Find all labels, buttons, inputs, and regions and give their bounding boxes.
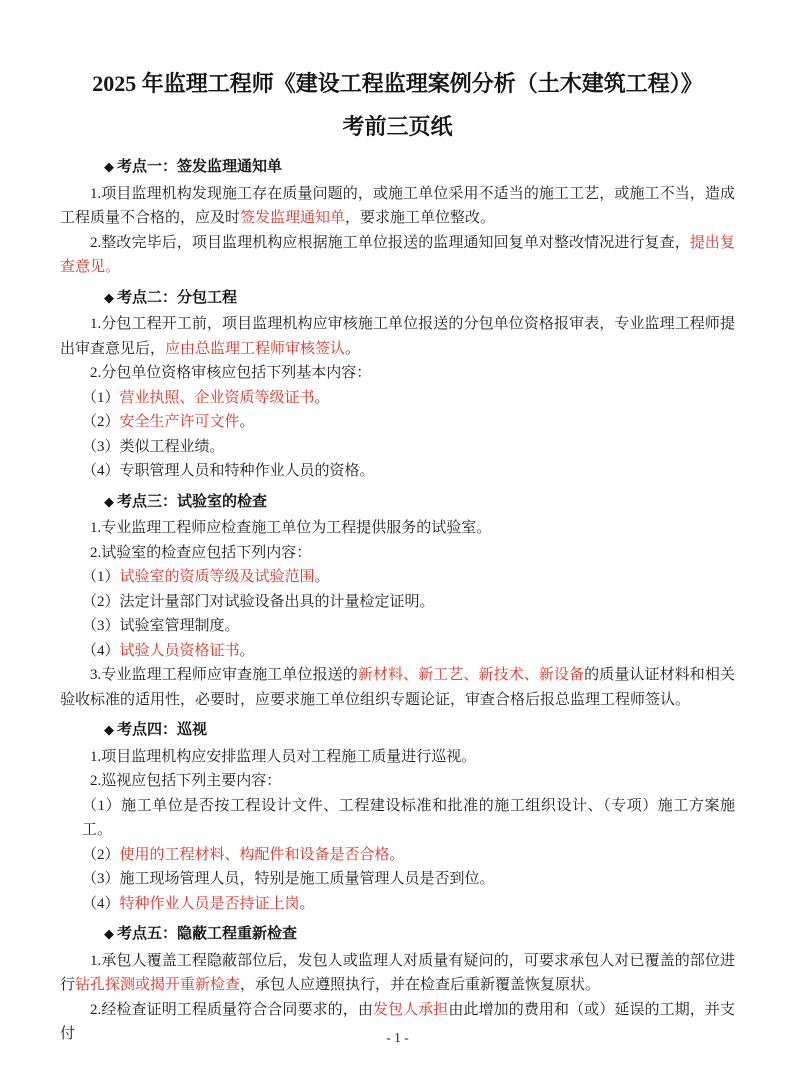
body-text: 1.分包工程开工前，项目监理机构应审核施工单位报送的分包单位资格报审表，专业监理工程师提出审查意见后，: [60, 316, 735, 357]
highlight-red-text: 应由总监理工程师审核签认: [165, 340, 346, 357]
highlight-red-text: 钻孔探测或揭开重新检查: [75, 977, 241, 993]
title-line-2: 考前三页纸: [342, 114, 453, 139]
list-item: [60, 843, 735, 868]
body-text: 2.分包单位资格审核应包括下列基本内容：: [90, 365, 372, 381]
body-text: 2.巡视应包括下列主要内容：: [90, 773, 282, 789]
paragraph: [60, 541, 735, 566]
list-item: [60, 892, 735, 917]
list-item: [60, 639, 735, 664]
body-text: （4）: [82, 642, 120, 659]
body-text: 。: [239, 414, 255, 430]
body-text: 。: [314, 569, 330, 585]
section-heading-label: 考点二：分包工程: [117, 287, 238, 306]
page-footer: [0, 1030, 795, 1046]
highlight-red-text: 营业执照、企业资质等级证书: [119, 389, 315, 406]
diamond-bullet-icon: ◆: [104, 160, 114, 175]
section-heading-label: 考点四：巡视: [117, 720, 208, 738]
section-heading: [60, 921, 735, 948]
section-heading-label: 考点三：试验室的检查: [117, 491, 268, 510]
list-item: [60, 614, 735, 639]
diamond-bullet-icon: ◆: [104, 494, 114, 510]
paragraph: [60, 182, 735, 231]
highlight-red-text: 提出复查意见。: [60, 234, 735, 275]
document-title: [60, 62, 735, 148]
section-heading-label: 考点五：隐蔽工程重新检查: [117, 924, 298, 942]
paragraph: [60, 663, 735, 712]
section-heading: [60, 154, 735, 181]
title-line-1: 2025 年监理工程师《建设工程监理案例分析（土木建筑工程）》: [92, 71, 703, 96]
page-number: - 1 -: [386, 1030, 409, 1045]
section-heading: [60, 717, 735, 744]
list-item: [60, 435, 735, 460]
body-text: 的质量认证材料和相关验收标准的适用性，必要时，应要求施工单位组织专题论证，审查合格后报总监理工程师签认。: [60, 667, 735, 708]
body-text: 3.专业监理工程师应审查施工单位报送的: [90, 667, 358, 683]
paragraph: [60, 745, 735, 770]
body-text: （2）法定计量部门对试验设备出具的计量检定证明。: [82, 593, 435, 610]
body-text: 。: [345, 340, 361, 357]
body-text: 。: [239, 642, 255, 659]
list-item: [60, 459, 735, 484]
diamond-bullet-icon: ◆: [104, 290, 114, 306]
highlight-red-text: 特种作业人员是否持证上岗: [119, 895, 300, 912]
body-text: （1）: [82, 569, 120, 585]
highlight-red-text: 试验室的资质等级及试验范围: [119, 569, 315, 585]
diamond-bullet-icon: ◆: [104, 927, 114, 942]
body-text: （3）类似工程业绩。: [82, 438, 225, 455]
body-text: 1.项目监理机构发现施工存在质量问题的，或施工单位采用不适当的施工工艺，或施工不当，造成工程质量不合格的，应及时: [60, 185, 735, 226]
highlight-red-text: 试验人员资格证书: [119, 642, 240, 659]
paragraph: [60, 231, 735, 280]
body-text: 1.项目监理机构应安排监理人员对工程施工质量进行巡视。: [90, 748, 477, 765]
list-item: [60, 386, 735, 411]
body-text: 。: [389, 846, 405, 863]
body-text: （3）施工现场管理人员，特别是施工质量管理人员是否到位。: [82, 871, 495, 887]
body-text: （4）专职管理人员和特种作业人员的资格。: [82, 463, 375, 479]
body-text: （1）施工单位是否按工程设计文件、工程建设标准和批准的施工组织设计、（专项）施工方案施工。: [82, 797, 735, 838]
highlight-red-text: 发包人承担: [372, 1001, 449, 1018]
paragraph: [60, 769, 735, 794]
body-text: 2.整改完毕后，项目监理机构应根据施工单位报送的监理通知回复单对整改情况进行复查，: [90, 234, 690, 251]
body-text: 2.试验室的检查应包括下列内容：: [90, 544, 312, 561]
highlight-red-text: 新材料、新工艺、新技术、新设备: [357, 667, 585, 683]
body-text: （3）试验室管理制度。: [82, 618, 240, 634]
list-item: [60, 565, 735, 590]
body-text: 由此增加的费用和（或）延误的工期，并支付: [60, 1001, 735, 1042]
body-text: 2.经检查证明工程质量符合合同要求的，由: [90, 1001, 373, 1018]
body-text: （2）: [82, 414, 120, 430]
list-item: [60, 794, 735, 843]
body-text: ，承包人应遵照执行，并在检查后重新覆盖恢复原状。: [240, 977, 601, 993]
body-text: （1）: [82, 389, 120, 406]
diamond-bullet-icon: ◆: [104, 723, 114, 738]
document-body: [60, 154, 735, 1047]
highlight-red-text: 签发监理通知单: [240, 210, 346, 226]
section-heading-label: 考点一：签发监理通知单: [117, 157, 283, 175]
highlight-red-text: 使用的工程材料、构配件和设备是否合格: [119, 846, 390, 863]
section-heading: [60, 489, 735, 516]
paragraph: [60, 516, 735, 541]
highlight-red-text: 安全生产许可文件: [119, 414, 240, 430]
section-heading: [60, 285, 735, 312]
body-text: （2）: [82, 846, 120, 863]
body-text: 1.专业监理工程师应检查施工单位为工程提供服务的试验室。: [90, 520, 492, 536]
paragraph: [60, 949, 735, 998]
body-text: 1.承包人覆盖工程隐蔽部位后，发包人或监理人对质量有疑问的，可要求承包人对已覆盖的部位进行: [60, 952, 735, 993]
paragraph: [60, 361, 735, 386]
list-item: [60, 867, 735, 892]
list-item: [60, 590, 735, 615]
body-text: ，要求施工单位整改。: [345, 210, 496, 226]
paragraph: [60, 312, 735, 361]
list-item: [60, 410, 735, 435]
body-text: （4）: [82, 895, 120, 912]
body-text: 。: [314, 389, 330, 406]
body-text: 。: [299, 895, 315, 912]
